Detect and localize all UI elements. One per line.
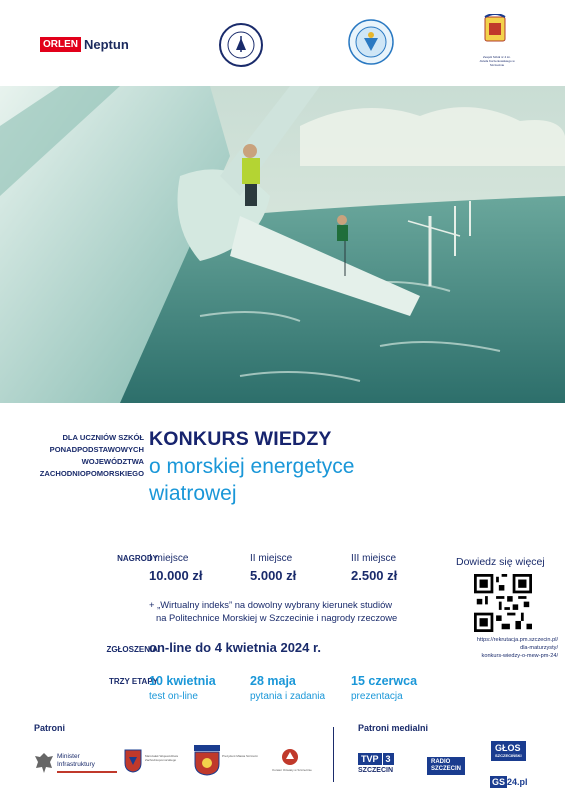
tvp-label: TVP [358, 753, 382, 765]
subtitle-line: o morskiej energetyce [149, 455, 355, 478]
kurator-emblem-icon [281, 748, 299, 766]
radio-line: RADIO [431, 759, 451, 765]
more-info-label: Dowiedz się więcej [456, 556, 545, 568]
qr-code[interactable] [474, 574, 532, 632]
radio-line: SZCZECIN [431, 766, 461, 772]
url-line[interactable]: dla-maturzysty/ [520, 645, 558, 651]
minister-underline [57, 771, 117, 773]
orlen-label: ORLEN [40, 37, 81, 52]
coat-of-arms-icon [124, 749, 142, 773]
tvp-number: 3 [383, 753, 394, 765]
stage-date: 28 maja [250, 674, 296, 688]
gs24-mark: GS [492, 777, 506, 787]
registration-label: ZGŁOSZENIA [106, 645, 158, 654]
school-caption: Zespół Szkół nr 4 im. Józefa Korzeniowskiego w Szczecinie [479, 55, 515, 67]
academy-seal [347, 18, 395, 66]
extra-prizes-line: + „Wirtualny indeks” na dowolny wybrany kierunek studiów [149, 599, 393, 610]
radio-szczecin-logo [427, 757, 465, 775]
prizes-label: NAGRODY [117, 554, 158, 563]
contest-title: KONKURS WIEDZY [149, 428, 332, 450]
prize-place: II miejsce [250, 553, 293, 564]
minister-line: Minister [57, 753, 80, 760]
stage-date: 10 kwietnia [149, 674, 216, 688]
stage-desc: test on-line [149, 691, 198, 702]
divider [333, 727, 334, 782]
more-info-url[interactable] [440, 636, 558, 660]
gs24-logo [490, 776, 528, 788]
stage-desc: pytania i zadania [250, 691, 326, 702]
stages-label: TRZY ETAPY [108, 677, 158, 686]
tvp-city: SZCZECIN [358, 767, 393, 774]
registration-value: on-line do 4 kwietnia 2024 r. [149, 640, 321, 655]
stage-date: 15 czerwca [351, 674, 418, 688]
prize-place: I miejsce [149, 553, 189, 564]
tvp-szczecin-logo [358, 753, 394, 774]
extra-prizes [149, 598, 397, 624]
minister-line: Infrastruktury [57, 761, 95, 768]
wind-turbine-photo [0, 86, 565, 403]
url-line[interactable]: https://rekrutacja.pm.szczecin.pl/ [476, 637, 558, 643]
minister-logo [57, 753, 117, 773]
politechnika-morska-seal [218, 22, 264, 68]
header-logos [0, 0, 565, 86]
prezydent-caption: Prezydent Miasta Szczecin [222, 754, 259, 758]
subtitle-line: wiatrowej [149, 482, 237, 505]
szczecin-crest-icon [193, 744, 221, 776]
kurator-caption: Kurator Oświaty w Szczecinie [272, 768, 312, 772]
audience-line: DLA UCZNIÓW SZKÓŁ [62, 433, 144, 442]
glos-subtitle: SZCZECIŃSKI [495, 753, 522, 758]
stage-desc: prezentacja [351, 691, 403, 702]
extra-prizes-line: na Politechnice Morskiej w Szczecinie i nagrody rzeczowe [156, 612, 398, 623]
neptun-label: Neptun [84, 37, 129, 52]
eagle-emblem-icon [34, 751, 54, 775]
audience-line: WOJEWÓDZTWA [81, 457, 144, 466]
prize-amount: 5.000 zł [250, 568, 297, 583]
orlen-neptun-logo [40, 37, 129, 52]
contest-subtitle [149, 453, 469, 507]
patrons-label: Patroni [34, 723, 66, 733]
school-crest [478, 14, 512, 56]
audience-text [28, 432, 144, 480]
hero-photo [0, 86, 565, 403]
url-line[interactable]: konkurs-wiedzy-o-mew-pm-24/ [481, 653, 558, 659]
prize-place: III miejsce [351, 553, 397, 564]
glos-title: GŁOS [495, 743, 521, 753]
gs24-domain: 24.pl [507, 777, 528, 787]
audience-line: ZACHODNIOPOMORSKIEGO [39, 469, 144, 478]
audience-line: PONADPODSTAWOWYCH [49, 445, 144, 454]
media-patrons-label: Patroni medialni [358, 723, 429, 733]
glos-szczecinski-logo [491, 741, 526, 761]
prize-amount: 10.000 zł [149, 568, 203, 583]
prize-amount: 2.500 zł [351, 568, 398, 583]
marszalek-caption: Marszałek Województwa Zachodniopomorskiego [145, 754, 178, 762]
